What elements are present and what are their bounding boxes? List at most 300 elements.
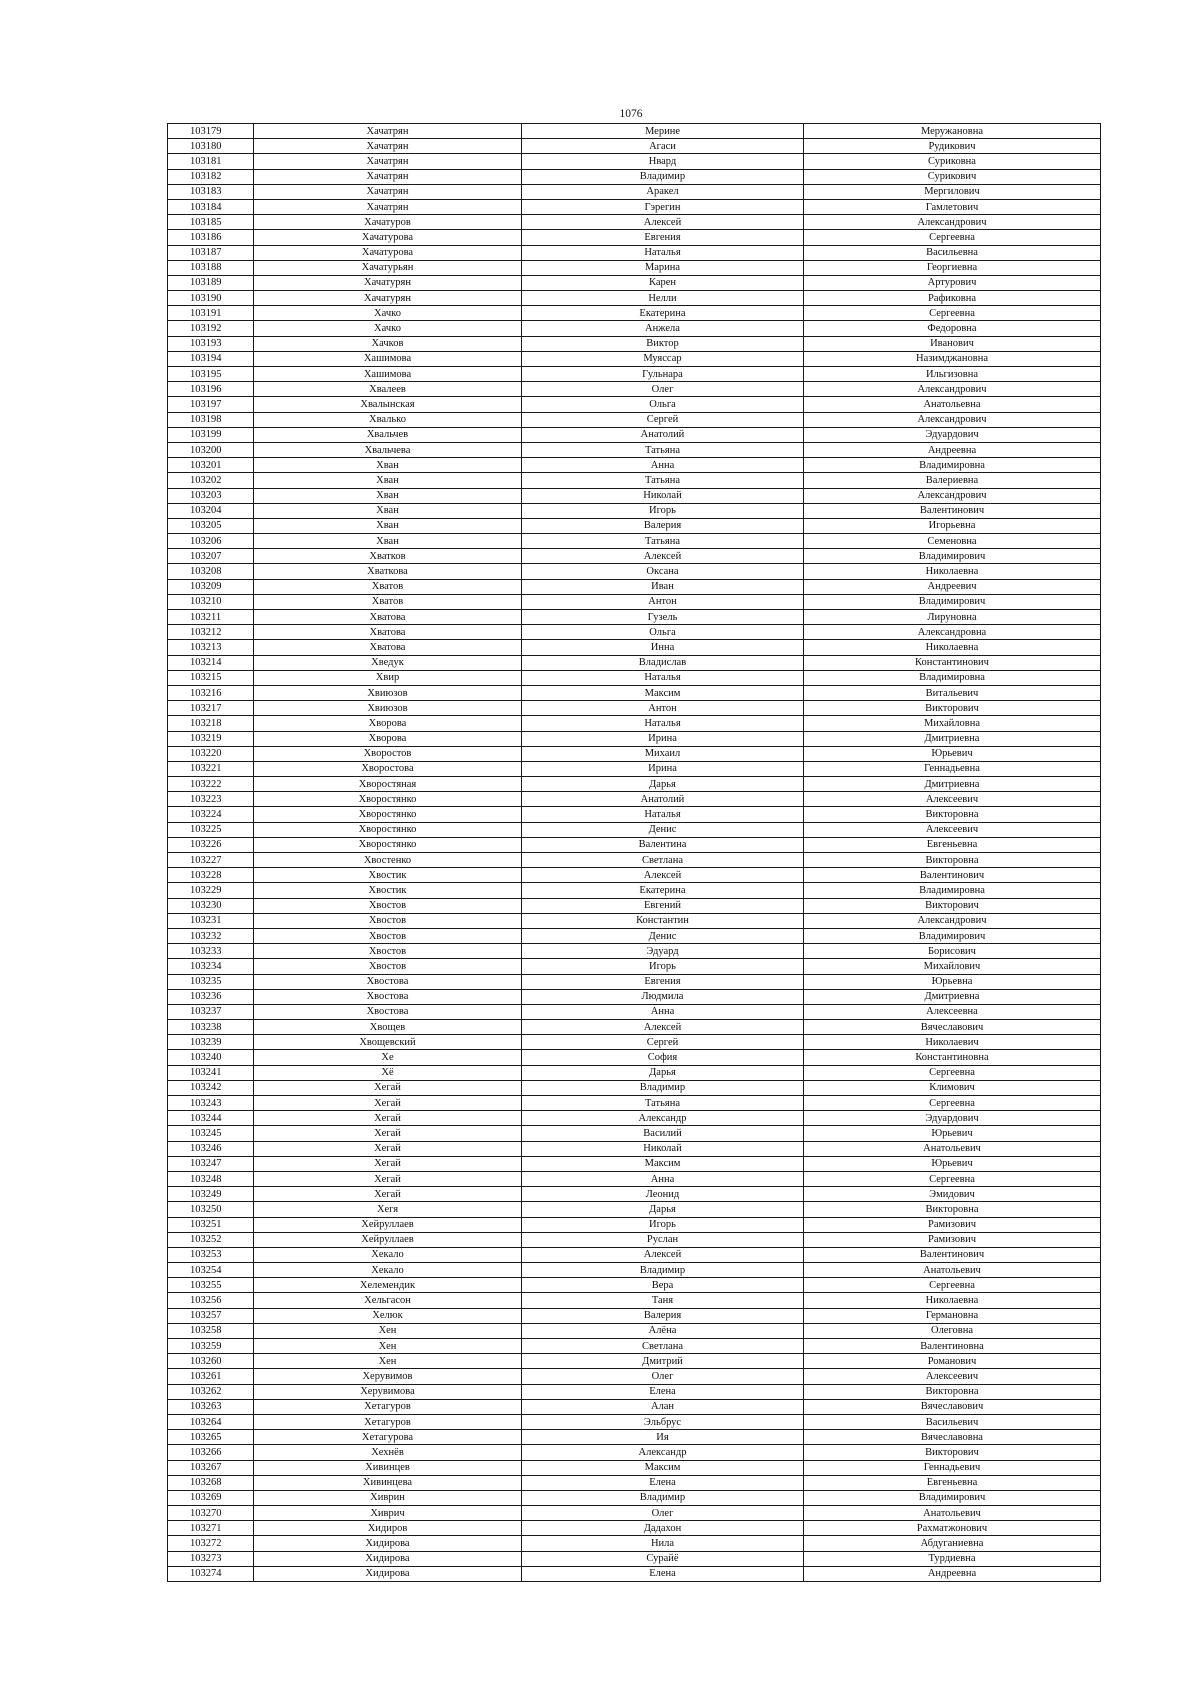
first-name-cell: Марина: [522, 260, 804, 275]
last-name-cell: Хелемендик: [254, 1278, 522, 1293]
table-row: [168, 154, 1101, 169]
patronymic-cell: Германовна: [804, 1308, 1101, 1323]
table-row: [168, 1521, 1101, 1536]
record-number-cell: 103188: [168, 260, 254, 275]
first-name-cell: Анатолий: [522, 427, 804, 442]
table-row: [168, 716, 1101, 731]
last-name-cell: Хачатурян: [254, 275, 522, 290]
patronymic-cell: Вячеславович: [804, 1399, 1101, 1414]
first-name-cell: Екатерина: [522, 306, 804, 321]
first-name-cell: Татьяна: [522, 534, 804, 549]
first-name-cell: Михаил: [522, 746, 804, 761]
patronymic-cell: Анатольевна: [804, 397, 1101, 412]
record-number-cell: 103196: [168, 382, 254, 397]
first-name-cell: Татьяна: [522, 473, 804, 488]
patronymic-cell: Назимджановна: [804, 351, 1101, 366]
record-number-cell: 103254: [168, 1263, 254, 1278]
last-name-cell: Хван: [254, 518, 522, 533]
first-name-cell: Владимир: [522, 1263, 804, 1278]
record-number-cell: 103209: [168, 579, 254, 594]
first-name-cell: Денис: [522, 822, 804, 837]
last-name-cell: Хен: [254, 1323, 522, 1338]
table-row: [168, 306, 1101, 321]
record-number-cell: 103217: [168, 701, 254, 716]
last-name-cell: Хвостов: [254, 944, 522, 959]
first-name-cell: Игорь: [522, 503, 804, 518]
last-name-cell: Хачатурова: [254, 245, 522, 260]
record-number-cell: 103259: [168, 1339, 254, 1354]
table-row: [168, 1460, 1101, 1475]
first-name-cell: Александр: [522, 1445, 804, 1460]
patronymic-cell: Романович: [804, 1354, 1101, 1369]
first-name-cell: Екатерина: [522, 883, 804, 898]
record-number-cell: 103235: [168, 974, 254, 989]
table-row: [168, 579, 1101, 594]
table-row: [168, 1247, 1101, 1262]
record-number-cell: 103200: [168, 442, 254, 457]
table-row: [168, 1096, 1101, 1111]
last-name-cell: Хворостянко: [254, 822, 522, 837]
patronymic-cell: Николаевна: [804, 564, 1101, 579]
record-number-cell: 103237: [168, 1004, 254, 1019]
patronymic-cell: Юрьевна: [804, 974, 1101, 989]
last-name-cell: Хе: [254, 1050, 522, 1065]
first-name-cell: Владимир: [522, 1080, 804, 1095]
first-name-cell: Анатолий: [522, 792, 804, 807]
last-name-cell: Хен: [254, 1339, 522, 1354]
first-name-cell: Наталья: [522, 716, 804, 731]
last-name-cell: Хворостова: [254, 761, 522, 776]
patronymic-cell: Викторович: [804, 701, 1101, 716]
patronymic-cell: Михайловна: [804, 716, 1101, 731]
record-number-cell: 103271: [168, 1521, 254, 1536]
patronymic-cell: Александрович: [804, 913, 1101, 928]
first-name-cell: Николай: [522, 488, 804, 503]
table-row: [168, 1080, 1101, 1095]
first-name-cell: Валерия: [522, 1308, 804, 1323]
table-row: [168, 1566, 1101, 1581]
last-name-cell: Хачатурьян: [254, 260, 522, 275]
table-row: [168, 1384, 1101, 1399]
last-name-cell: Хвостик: [254, 883, 522, 898]
last-name-cell: Хватова: [254, 625, 522, 640]
record-number-cell: 103219: [168, 731, 254, 746]
last-name-cell: Хидирова: [254, 1551, 522, 1566]
patronymic-cell: Александрович: [804, 488, 1101, 503]
patronymic-cell: Андреевич: [804, 579, 1101, 594]
last-name-cell: Хвальчева: [254, 442, 522, 457]
patronymic-cell: Викторович: [804, 1445, 1101, 1460]
table-row: [168, 534, 1101, 549]
record-number-cell: 103222: [168, 777, 254, 792]
patronymic-cell: Сергеевна: [804, 1065, 1101, 1080]
record-number-cell: 103262: [168, 1384, 254, 1399]
last-name-cell: Хегай: [254, 1171, 522, 1186]
record-number-cell: 103246: [168, 1141, 254, 1156]
last-name-cell: Хвощев: [254, 1020, 522, 1035]
first-name-cell: Людмила: [522, 989, 804, 1004]
table-row: [168, 1536, 1101, 1551]
first-name-cell: Эльбрус: [522, 1414, 804, 1429]
table-row: [168, 473, 1101, 488]
first-name-cell: Наталья: [522, 245, 804, 260]
first-name-cell: Дарья: [522, 777, 804, 792]
patronymic-cell: Рахматжонович: [804, 1521, 1101, 1536]
patronymic-cell: Алексеевна: [804, 1004, 1101, 1019]
last-name-cell: Хачатрян: [254, 169, 522, 184]
first-name-cell: Таня: [522, 1293, 804, 1308]
first-name-cell: Анжела: [522, 321, 804, 336]
patronymic-cell: Андреевна: [804, 442, 1101, 457]
last-name-cell: Хачатрян: [254, 199, 522, 214]
last-name-cell: Хен: [254, 1354, 522, 1369]
last-name-cell: Хвиюзов: [254, 685, 522, 700]
first-name-cell: Валерия: [522, 518, 804, 533]
table-row: [168, 898, 1101, 913]
patronymic-cell: Дмитриевна: [804, 989, 1101, 1004]
last-name-cell: Хегай: [254, 1126, 522, 1141]
patronymic-cell: Сергеевна: [804, 306, 1101, 321]
record-number-cell: 103223: [168, 792, 254, 807]
record-number-cell: 103245: [168, 1126, 254, 1141]
patronymic-cell: Эдуардович: [804, 427, 1101, 442]
first-name-cell: Карен: [522, 275, 804, 290]
table-row: [168, 199, 1101, 214]
first-name-cell: Елена: [522, 1475, 804, 1490]
registry-body: [168, 124, 1101, 1582]
record-number-cell: 103211: [168, 610, 254, 625]
last-name-cell: Хвостов: [254, 898, 522, 913]
first-name-cell: Константин: [522, 913, 804, 928]
table-row: [168, 822, 1101, 837]
patronymic-cell: Суриковна: [804, 154, 1101, 169]
patronymic-cell: Геннадьевич: [804, 1460, 1101, 1475]
last-name-cell: Хворостянко: [254, 807, 522, 822]
record-number-cell: 103228: [168, 868, 254, 883]
table-row: [168, 1171, 1101, 1186]
last-name-cell: Хейруллаев: [254, 1217, 522, 1232]
record-number-cell: 103179: [168, 124, 254, 139]
patronymic-cell: Дмитриевна: [804, 777, 1101, 792]
record-number-cell: 103214: [168, 655, 254, 670]
last-name-cell: Хашимова: [254, 367, 522, 382]
table-row: [168, 610, 1101, 625]
record-number-cell: 103249: [168, 1187, 254, 1202]
table-row: [168, 169, 1101, 184]
last-name-cell: Хачатрян: [254, 124, 522, 139]
last-name-cell: Хегай: [254, 1111, 522, 1126]
last-name-cell: Хвалько: [254, 412, 522, 427]
patronymic-cell: Николаевич: [804, 1035, 1101, 1050]
patronymic-cell: Александровна: [804, 625, 1101, 640]
last-name-cell: Хельгасон: [254, 1293, 522, 1308]
patronymic-cell: Викторовна: [804, 853, 1101, 868]
record-number-cell: 103273: [168, 1551, 254, 1566]
table-row: [168, 351, 1101, 366]
record-number-cell: 103195: [168, 367, 254, 382]
first-name-cell: Анна: [522, 458, 804, 473]
first-name-cell: Евгения: [522, 230, 804, 245]
first-name-cell: Антон: [522, 701, 804, 716]
table-row: [168, 761, 1101, 776]
last-name-cell: Хворостов: [254, 746, 522, 761]
first-name-cell: Олег: [522, 1369, 804, 1384]
patronymic-cell: Вячеславович: [804, 1020, 1101, 1035]
patronymic-cell: Лируновна: [804, 610, 1101, 625]
table-row: [168, 412, 1101, 427]
patronymic-cell: Васильевич: [804, 1414, 1101, 1429]
last-name-cell: Хваткова: [254, 564, 522, 579]
first-name-cell: Евгений: [522, 898, 804, 913]
table-row: [168, 564, 1101, 579]
first-name-cell: Татьяна: [522, 442, 804, 457]
last-name-cell: Хачатрян: [254, 154, 522, 169]
record-number-cell: 103231: [168, 913, 254, 928]
patronymic-cell: Мергилович: [804, 184, 1101, 199]
table-row: [168, 883, 1101, 898]
first-name-cell: Алёна: [522, 1323, 804, 1338]
last-name-cell: Хватов: [254, 579, 522, 594]
first-name-cell: Владимир: [522, 169, 804, 184]
last-name-cell: Хвалынская: [254, 397, 522, 412]
table-row: [168, 959, 1101, 974]
first-name-cell: Светлана: [522, 1339, 804, 1354]
last-name-cell: Хачатурова: [254, 230, 522, 245]
last-name-cell: Хвощевский: [254, 1035, 522, 1050]
patronymic-cell: Сергеевна: [804, 1171, 1101, 1186]
record-number-cell: 103218: [168, 716, 254, 731]
first-name-cell: Александр: [522, 1111, 804, 1126]
patronymic-cell: Викторович: [804, 898, 1101, 913]
last-name-cell: Хиврич: [254, 1506, 522, 1521]
patronymic-cell: Владимирович: [804, 1490, 1101, 1505]
table-row: [168, 321, 1101, 336]
record-number-cell: 103274: [168, 1566, 254, 1581]
patronymic-cell: Гамлетович: [804, 199, 1101, 214]
patronymic-cell: Рамизович: [804, 1217, 1101, 1232]
patronymic-cell: Дмитриевна: [804, 731, 1101, 746]
last-name-cell: Хван: [254, 458, 522, 473]
table-row: [168, 458, 1101, 473]
record-number-cell: 103210: [168, 594, 254, 609]
first-name-cell: Алексей: [522, 1020, 804, 1035]
patronymic-cell: Рудикович: [804, 139, 1101, 154]
record-number-cell: 103233: [168, 944, 254, 959]
record-number-cell: 103247: [168, 1156, 254, 1171]
record-number-cell: 103252: [168, 1232, 254, 1247]
first-name-cell: Дарья: [522, 1065, 804, 1080]
table-row: [168, 655, 1101, 670]
last-name-cell: Хачков: [254, 336, 522, 351]
patronymic-cell: Абдуганиевна: [804, 1536, 1101, 1551]
table-row: [168, 1278, 1101, 1293]
patronymic-cell: Сергеевна: [804, 1278, 1101, 1293]
table-row: [168, 685, 1101, 700]
record-number-cell: 103216: [168, 685, 254, 700]
patronymic-cell: Владимирович: [804, 549, 1101, 564]
last-name-cell: Хвальчев: [254, 427, 522, 442]
first-name-cell: Ирина: [522, 761, 804, 776]
first-name-cell: Анна: [522, 1004, 804, 1019]
last-name-cell: Хван: [254, 473, 522, 488]
record-number-cell: 103261: [168, 1369, 254, 1384]
last-name-cell: Хачатрян: [254, 184, 522, 199]
last-name-cell: Хехнёв: [254, 1445, 522, 1460]
first-name-cell: Иван: [522, 579, 804, 594]
table-row: [168, 1111, 1101, 1126]
patronymic-cell: Васильевна: [804, 245, 1101, 260]
patronymic-cell: Валериевна: [804, 473, 1101, 488]
first-name-cell: Игорь: [522, 1217, 804, 1232]
first-name-cell: Леонид: [522, 1187, 804, 1202]
first-name-cell: Анна: [522, 1171, 804, 1186]
record-number-cell: 103182: [168, 169, 254, 184]
first-name-cell: Олег: [522, 382, 804, 397]
last-name-cell: Хивинцев: [254, 1460, 522, 1475]
patronymic-cell: Владимирович: [804, 594, 1101, 609]
record-number-cell: 103190: [168, 291, 254, 306]
first-name-cell: Алексей: [522, 215, 804, 230]
patronymic-cell: Викторовна: [804, 1202, 1101, 1217]
table-row: [168, 1050, 1101, 1065]
first-name-cell: Нвард: [522, 154, 804, 169]
patronymic-cell: Андреевна: [804, 1566, 1101, 1581]
last-name-cell: Хван: [254, 488, 522, 503]
table-row: [168, 913, 1101, 928]
table-row: [168, 1065, 1101, 1080]
patronymic-cell: Валентинович: [804, 503, 1101, 518]
table-row: [168, 1004, 1101, 1019]
first-name-cell: Инна: [522, 640, 804, 655]
first-name-cell: Максим: [522, 1460, 804, 1475]
table-row: [168, 1414, 1101, 1429]
record-number-cell: 103186: [168, 230, 254, 245]
last-name-cell: Хейруллаев: [254, 1232, 522, 1247]
table-row: [168, 701, 1101, 716]
patronymic-cell: Геннадьевна: [804, 761, 1101, 776]
first-name-cell: Денис: [522, 928, 804, 943]
record-number-cell: 103208: [168, 564, 254, 579]
record-number-cell: 103207: [168, 549, 254, 564]
first-name-cell: Ирина: [522, 731, 804, 746]
record-number-cell: 103220: [168, 746, 254, 761]
record-number-cell: 103241: [168, 1065, 254, 1080]
record-number-cell: 103191: [168, 306, 254, 321]
table-row: [168, 746, 1101, 761]
record-number-cell: 103268: [168, 1475, 254, 1490]
patronymic-cell: Николаевна: [804, 640, 1101, 655]
table-row: [168, 989, 1101, 1004]
table-row: [168, 1399, 1101, 1414]
record-number-cell: 103258: [168, 1323, 254, 1338]
last-name-cell: Хетагурова: [254, 1430, 522, 1445]
last-name-cell: Хегай: [254, 1080, 522, 1095]
record-number-cell: 103204: [168, 503, 254, 518]
record-number-cell: 103236: [168, 989, 254, 1004]
record-number-cell: 103197: [168, 397, 254, 412]
table-row: [168, 928, 1101, 943]
patronymic-cell: Семеновна: [804, 534, 1101, 549]
table-row: [168, 549, 1101, 564]
record-number-cell: 103257: [168, 1308, 254, 1323]
record-number-cell: 103269: [168, 1490, 254, 1505]
table-row: [168, 853, 1101, 868]
record-number-cell: 103187: [168, 245, 254, 260]
last-name-cell: Херувимов: [254, 1369, 522, 1384]
table-row: [168, 1187, 1101, 1202]
record-number-cell: 103193: [168, 336, 254, 351]
last-name-cell: Хачатрян: [254, 139, 522, 154]
last-name-cell: Хватов: [254, 594, 522, 609]
patronymic-cell: Михайлович: [804, 959, 1101, 974]
last-name-cell: Хачатурян: [254, 291, 522, 306]
first-name-cell: Наталья: [522, 670, 804, 685]
first-name-cell: Виктор: [522, 336, 804, 351]
record-number-cell: 103221: [168, 761, 254, 776]
last-name-cell: Хидирова: [254, 1536, 522, 1551]
patronymic-cell: Евгеньевна: [804, 1475, 1101, 1490]
last-name-cell: Херувимова: [254, 1384, 522, 1399]
first-name-cell: Ия: [522, 1430, 804, 1445]
patronymic-cell: Артурович: [804, 275, 1101, 290]
first-name-cell: Сурайё: [522, 1551, 804, 1566]
first-name-cell: Елена: [522, 1384, 804, 1399]
table-row: [168, 230, 1101, 245]
first-name-cell: Алан: [522, 1399, 804, 1414]
table-row: [168, 518, 1101, 533]
table-row: [168, 1323, 1101, 1338]
patronymic-cell: Юрьевич: [804, 746, 1101, 761]
patronymic-cell: Эмидович: [804, 1187, 1101, 1202]
last-name-cell: Хетагуров: [254, 1414, 522, 1429]
record-number-cell: 103185: [168, 215, 254, 230]
table-row: [168, 124, 1101, 139]
table-row: [168, 792, 1101, 807]
record-number-cell: 103192: [168, 321, 254, 336]
patronymic-cell: Алексеевич: [804, 1369, 1101, 1384]
table-row: [168, 1445, 1101, 1460]
record-number-cell: 103242: [168, 1080, 254, 1095]
patronymic-cell: Владимировна: [804, 458, 1101, 473]
table-row: [168, 367, 1101, 382]
patronymic-cell: Юрьевич: [804, 1126, 1101, 1141]
first-name-cell: Владислав: [522, 655, 804, 670]
patronymic-cell: Евгеньевна: [804, 837, 1101, 852]
first-name-cell: Алексей: [522, 1247, 804, 1262]
last-name-cell: Хворостянко: [254, 837, 522, 852]
first-name-cell: Максим: [522, 1156, 804, 1171]
table-row: [168, 640, 1101, 655]
patronymic-cell: Вячеславовна: [804, 1430, 1101, 1445]
patronymic-cell: Валентинович: [804, 1247, 1101, 1262]
table-row: [168, 1263, 1101, 1278]
first-name-cell: София: [522, 1050, 804, 1065]
table-row: [168, 260, 1101, 275]
patronymic-cell: Рамизович: [804, 1232, 1101, 1247]
first-name-cell: Антон: [522, 594, 804, 609]
last-name-cell: Хвиюзов: [254, 701, 522, 716]
last-name-cell: Хидирова: [254, 1566, 522, 1581]
last-name-cell: Хватова: [254, 640, 522, 655]
first-name-cell: Валентина: [522, 837, 804, 852]
last-name-cell: Хачатуров: [254, 215, 522, 230]
last-name-cell: Хворостянко: [254, 792, 522, 807]
first-name-cell: Сергей: [522, 1035, 804, 1050]
last-name-cell: Хегай: [254, 1141, 522, 1156]
table-row: [168, 503, 1101, 518]
record-number-cell: 103180: [168, 139, 254, 154]
record-number-cell: 103230: [168, 898, 254, 913]
